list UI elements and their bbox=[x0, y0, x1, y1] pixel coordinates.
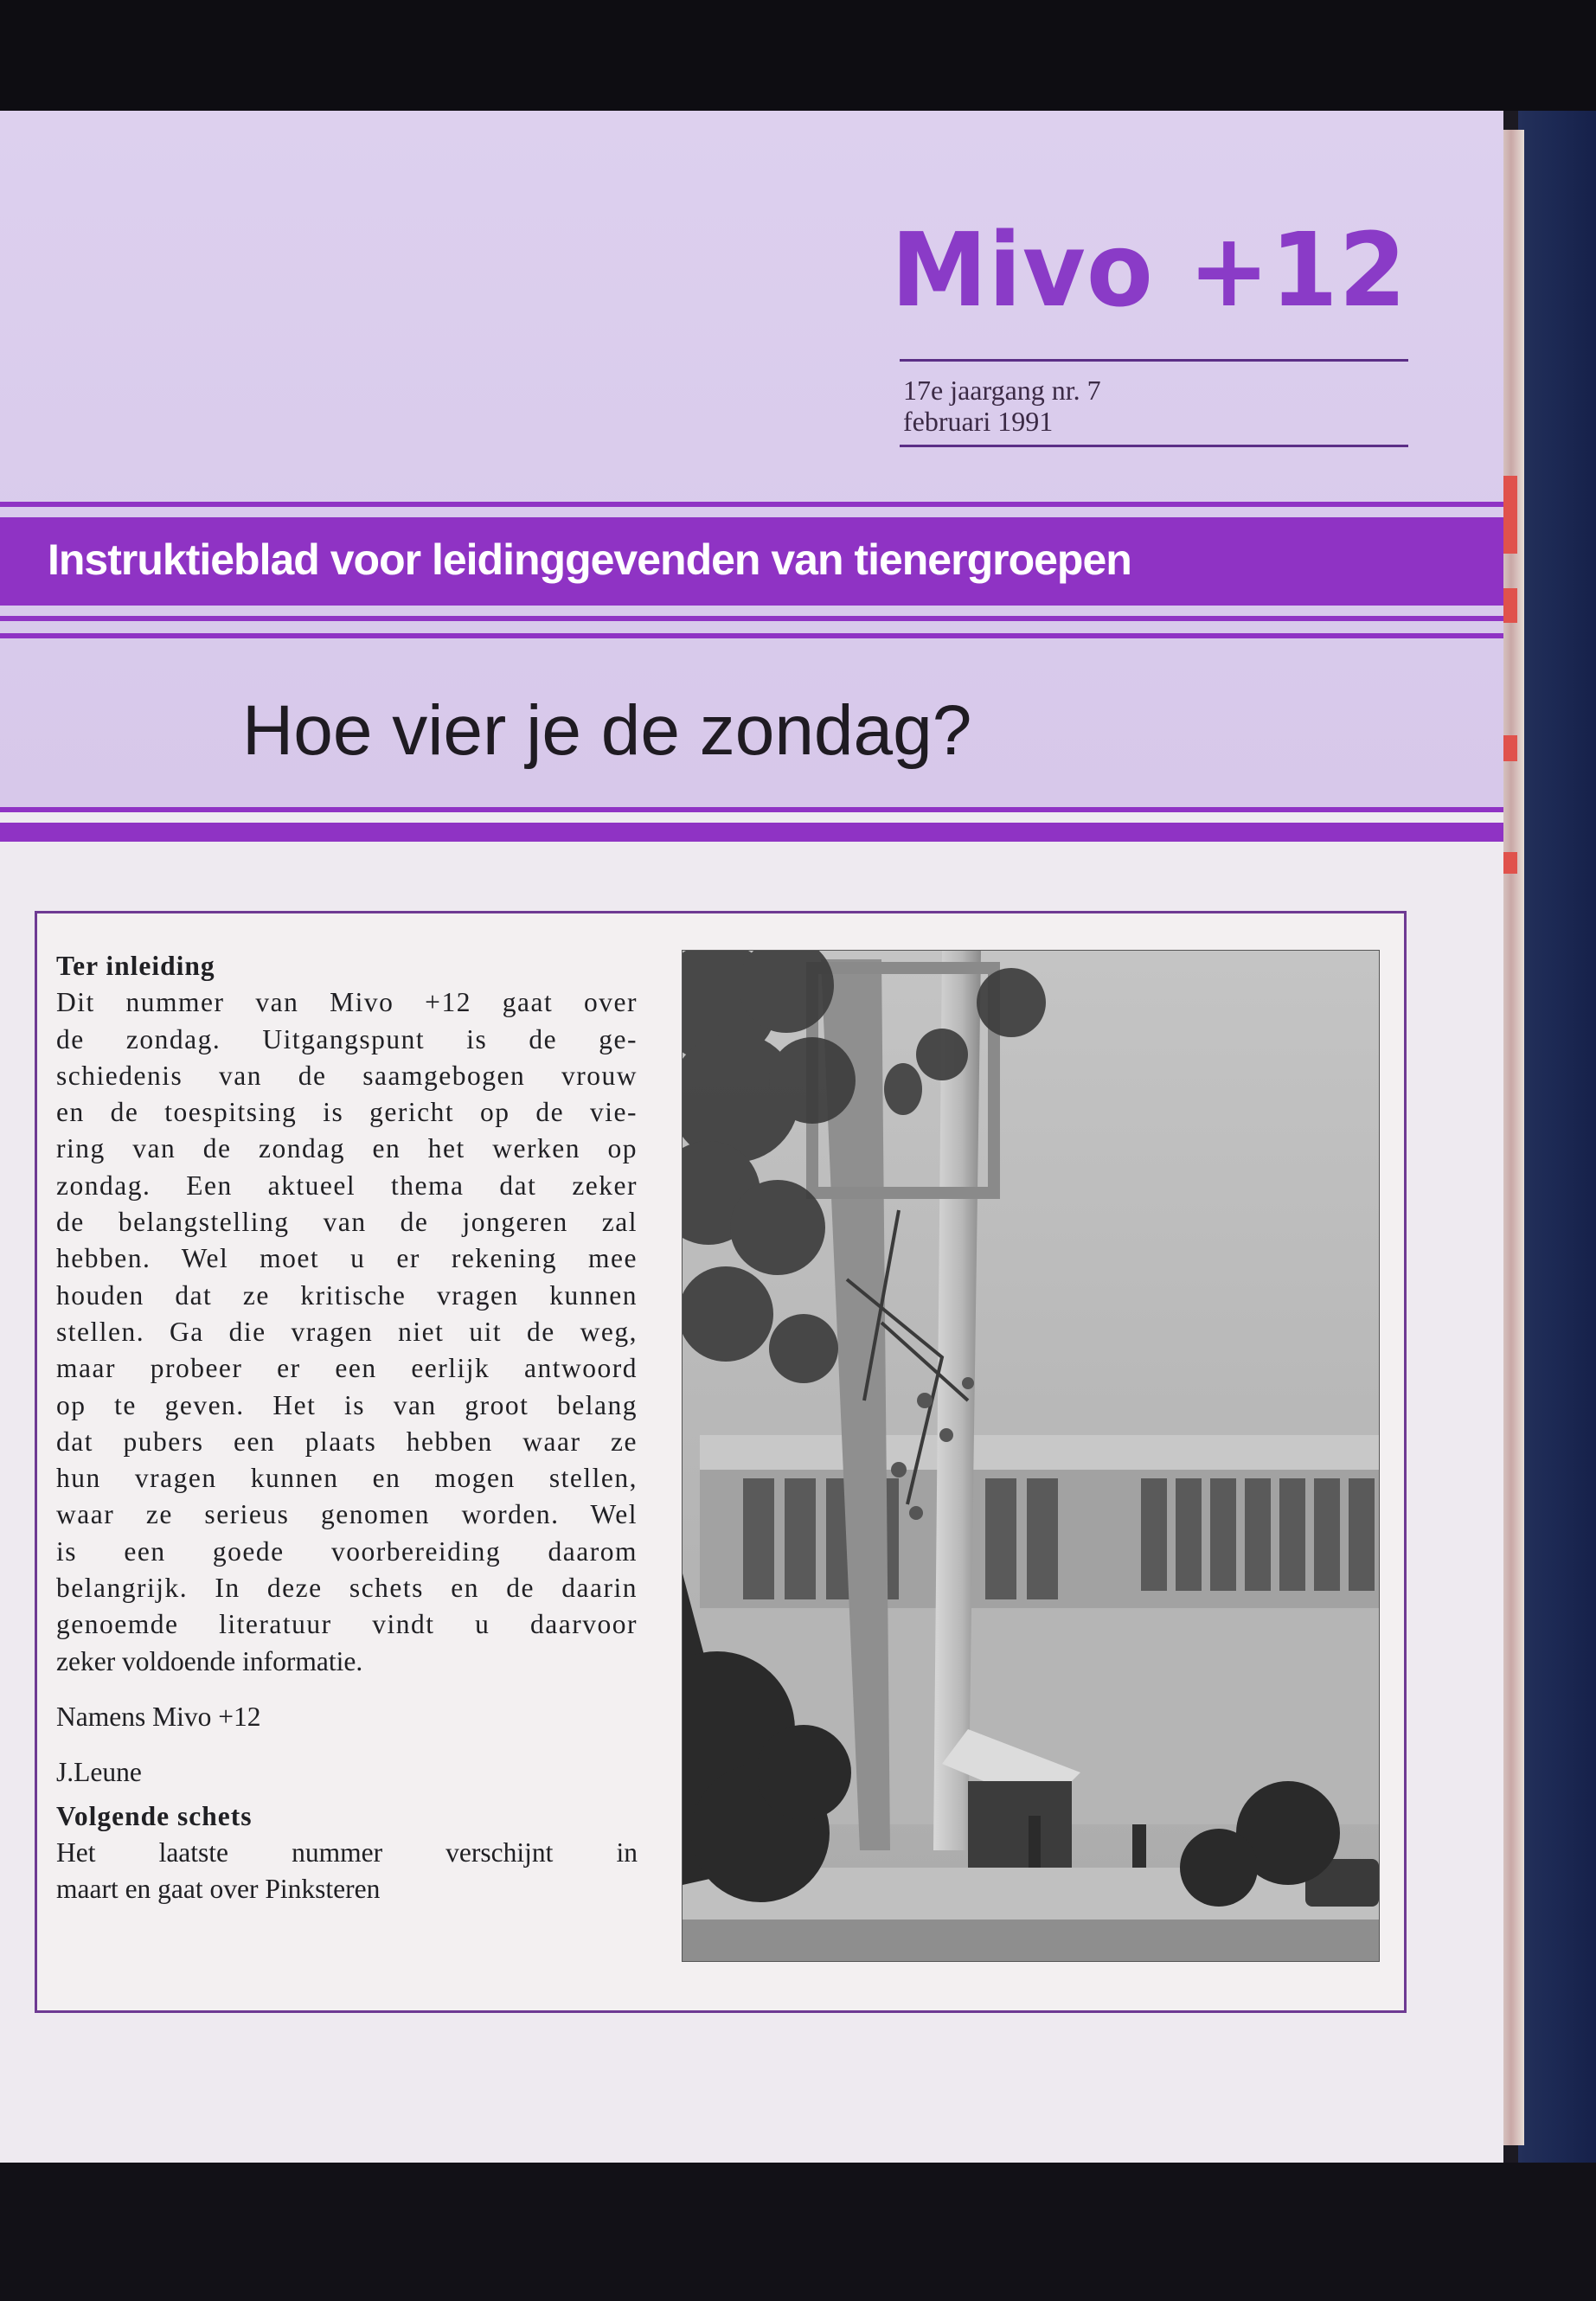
masthead-rule-top bbox=[900, 359, 1408, 362]
intro-line: waar ze serieus genomen worden. Wel bbox=[56, 1499, 638, 1530]
intro-line: de zondag. Uitgangspunt is de ge- bbox=[56, 1023, 638, 1054]
intro-line: zondag. Een aktueel thema dat zeker bbox=[56, 1170, 638, 1201]
intro-line: Dit nummer van Mivo +12 gaat over bbox=[56, 987, 638, 1018]
intro-heading: Ter inleiding bbox=[56, 951, 215, 981]
next-line-2: maart en gaat over Pinksteren bbox=[56, 1874, 381, 1905]
intro-box bbox=[35, 911, 1407, 2013]
intro-line: hun vragen kunnen en mogen stellen, bbox=[56, 1463, 638, 1494]
masthead-rule-bottom bbox=[900, 445, 1408, 447]
author: J.Leune bbox=[56, 1757, 142, 1788]
stripe bbox=[0, 633, 1503, 638]
intro-line: is een goede voorbereiding daarom bbox=[56, 1535, 638, 1567]
intro-line: hebben. Wel moet u er rekening mee bbox=[56, 1243, 638, 1274]
stripe bbox=[0, 616, 1503, 621]
intro-line: ring van de zondag en het werken op bbox=[56, 1133, 638, 1164]
next-line-1: Het laatste nummer verschijnt in bbox=[56, 1836, 638, 1868]
issue-number: 17e jaargang nr. 7 bbox=[903, 375, 1101, 406]
intro-line: houden dat ze kritische vragen kunnen bbox=[56, 1279, 638, 1311]
stripe bbox=[0, 823, 1503, 842]
intro-line: dat pubers een plaats hebben waar ze bbox=[56, 1426, 638, 1457]
intro-line: belangrijk. In deze schets en de daarin bbox=[56, 1573, 638, 1604]
intro-body bbox=[56, 984, 638, 1643]
intro-last-line: zeker voldoende informatie. bbox=[56, 1645, 363, 1676]
intro-line: schiedenis van de saamgebogen vrouw bbox=[56, 1060, 638, 1091]
intro-text bbox=[56, 948, 638, 1907]
scan-top-edge bbox=[0, 0, 1596, 111]
page-title: Hoe vier je de zondag? bbox=[242, 691, 972, 770]
stripe bbox=[0, 502, 1503, 507]
stripe bbox=[0, 807, 1503, 812]
intro-line: stellen. Ga die vragen niet uit de weg, bbox=[56, 1316, 638, 1347]
signoff: Namens Mivo +12 bbox=[56, 1701, 261, 1732]
logo: Mivo +12 bbox=[891, 211, 1407, 330]
issue-date: februari 1991 bbox=[903, 406, 1054, 437]
next-heading: Volgende schets bbox=[56, 1800, 253, 1831]
intro-line: en de toespitsing is gericht op de vie- bbox=[56, 1097, 638, 1128]
binder-cover bbox=[1518, 111, 1596, 2163]
scan-bottom-edge bbox=[0, 2163, 1596, 2301]
intro-line: maar probeer er een eerlijk antwoord bbox=[56, 1353, 638, 1384]
intro-line: de belangstelling van de jongeren zal bbox=[56, 1207, 638, 1238]
subtitle: Instruktieblad voor leidinggevenden van tienergroepen bbox=[48, 535, 1131, 584]
intro-line: op te geven. Het is van groot belang bbox=[56, 1389, 638, 1420]
church-tower-photo bbox=[682, 950, 1380, 1962]
magazine-page bbox=[0, 111, 1503, 2163]
photo-drawing bbox=[683, 951, 1379, 1961]
intro-line: genoemde literatuur vindt u daarvoor bbox=[56, 1609, 638, 1640]
